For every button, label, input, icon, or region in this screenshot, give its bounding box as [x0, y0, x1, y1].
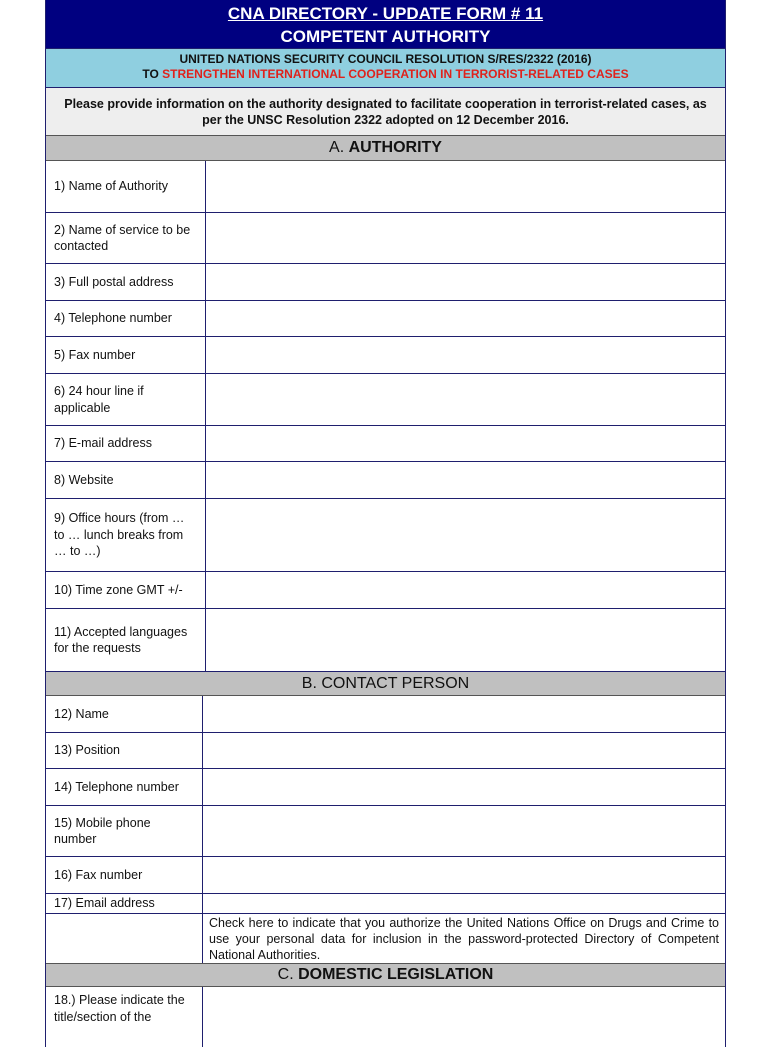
- field-label: 5) Fax number: [46, 337, 206, 373]
- field-row-contact-fax: [46, 857, 725, 894]
- field-row-legislation: [46, 987, 725, 1047]
- field-label: 2) Name of service to be contacted: [46, 213, 206, 263]
- field-row-telephone: [46, 301, 725, 337]
- legislation-input[interactable]: [203, 987, 725, 1047]
- update-form: [45, 0, 726, 1047]
- field-row-fax: [46, 337, 725, 374]
- field-row-24h-line: [46, 374, 725, 426]
- resolution-purpose-prefix: TO: [142, 67, 163, 81]
- field-row-office-hours: [46, 499, 725, 572]
- field-label: 17) Email address: [46, 894, 203, 913]
- postal-address-input[interactable]: [206, 264, 725, 300]
- form-title: CNA DIRECTORY - UPDATE FORM # 11: [227, 4, 544, 23]
- resolution-banner: [46, 48, 725, 88]
- contact-fax-input[interactable]: [203, 857, 725, 893]
- field-row-mobile: [46, 806, 725, 857]
- section-c-header: [46, 964, 725, 987]
- field-label: 3) Full postal address: [46, 264, 206, 300]
- consent-text: Check here to indicate that you authorize the United Nations Office on Drugs and Crime to use your personal data for inclusion in the password-protected Directory of Competent National Authorities.: [209, 916, 719, 962]
- authority-name-input[interactable]: [206, 161, 725, 212]
- field-row-authority-name: [46, 161, 725, 213]
- field-label: 13) Position: [46, 733, 203, 768]
- contact-telephone-input[interactable]: [203, 769, 725, 805]
- field-row-website: [46, 462, 725, 499]
- website-input[interactable]: [206, 462, 725, 498]
- section-a-header: [46, 136, 725, 161]
- contact-email-input[interactable]: [203, 894, 725, 913]
- form-subtitle: COMPETENT AUTHORITY: [280, 27, 491, 46]
- resolution-purpose-highlight: STRENGTHEN INTERNATIONAL COOPERATION IN TERRORIST-RELATED CASES: [162, 67, 629, 81]
- field-row-time-zone: [46, 572, 725, 609]
- section-b-title: CONTACT PERSON: [321, 675, 470, 692]
- section-a-title: AUTHORITY: [348, 139, 442, 156]
- email-input[interactable]: [206, 426, 725, 461]
- service-name-input[interactable]: [206, 213, 725, 263]
- form-header: [46, 0, 725, 48]
- intro-instructions: Please provide information on the authority designated to facilitate cooperation in terrorist-related cases, as per the UNSC Resolution 2322 adopted on 12 December 2016.: [46, 88, 725, 136]
- field-label: 16) Fax number: [46, 857, 203, 893]
- field-row-position: [46, 733, 725, 769]
- field-label: 8) Website: [46, 462, 206, 498]
- field-label: 7) E-mail address: [46, 426, 206, 461]
- office-hours-input[interactable]: [206, 499, 725, 571]
- field-row-service-name: [46, 213, 725, 264]
- field-label: 10) Time zone GMT +/-: [46, 572, 206, 608]
- field-row-contact-name: [46, 696, 725, 733]
- field-label: 15) Mobile phone number: [46, 806, 203, 856]
- fax-input[interactable]: [206, 337, 725, 373]
- field-label: 9) Office hours (from … to … lunch breaks from … to …): [46, 499, 206, 571]
- section-c-letter: C.: [277, 966, 294, 983]
- section-a-letter: A.: [329, 139, 345, 156]
- field-label: 12) Name: [46, 696, 203, 732]
- field-row-contact-email: [46, 894, 725, 914]
- resolution-purpose: [46, 67, 725, 82]
- 24h-line-input[interactable]: [206, 374, 725, 425]
- field-label: 18.) Please indicate the title/section of the: [46, 987, 203, 1047]
- contact-name-input[interactable]: [203, 696, 725, 732]
- field-label: 4) Telephone number: [46, 301, 206, 336]
- time-zone-input[interactable]: [206, 572, 725, 608]
- field-label: 6) 24 hour line if applicable: [46, 374, 206, 425]
- languages-input[interactable]: [206, 609, 725, 671]
- field-row-postal-address: [46, 264, 725, 301]
- section-b-header: [46, 672, 725, 696]
- field-row-languages: [46, 609, 725, 672]
- telephone-input[interactable]: [206, 301, 725, 336]
- consent-row: [46, 914, 725, 964]
- position-input[interactable]: [203, 733, 725, 768]
- field-row-email: [46, 426, 725, 462]
- consent-checkbox[interactable]: [46, 914, 203, 963]
- field-label: 11) Accepted languages for the requests: [46, 609, 206, 671]
- mobile-input[interactable]: [203, 806, 725, 856]
- field-label: 14) Telephone number: [46, 769, 203, 805]
- resolution-line: UNITED NATIONS SECURITY COUNCIL RESOLUTION S/RES/2322 (2016): [179, 52, 592, 66]
- section-c-title: DOMESTIC LEGISLATION: [298, 966, 494, 983]
- section-b-letter: B.: [301, 675, 317, 692]
- field-row-contact-telephone: [46, 769, 725, 806]
- field-label: 1) Name of Authority: [46, 161, 206, 212]
